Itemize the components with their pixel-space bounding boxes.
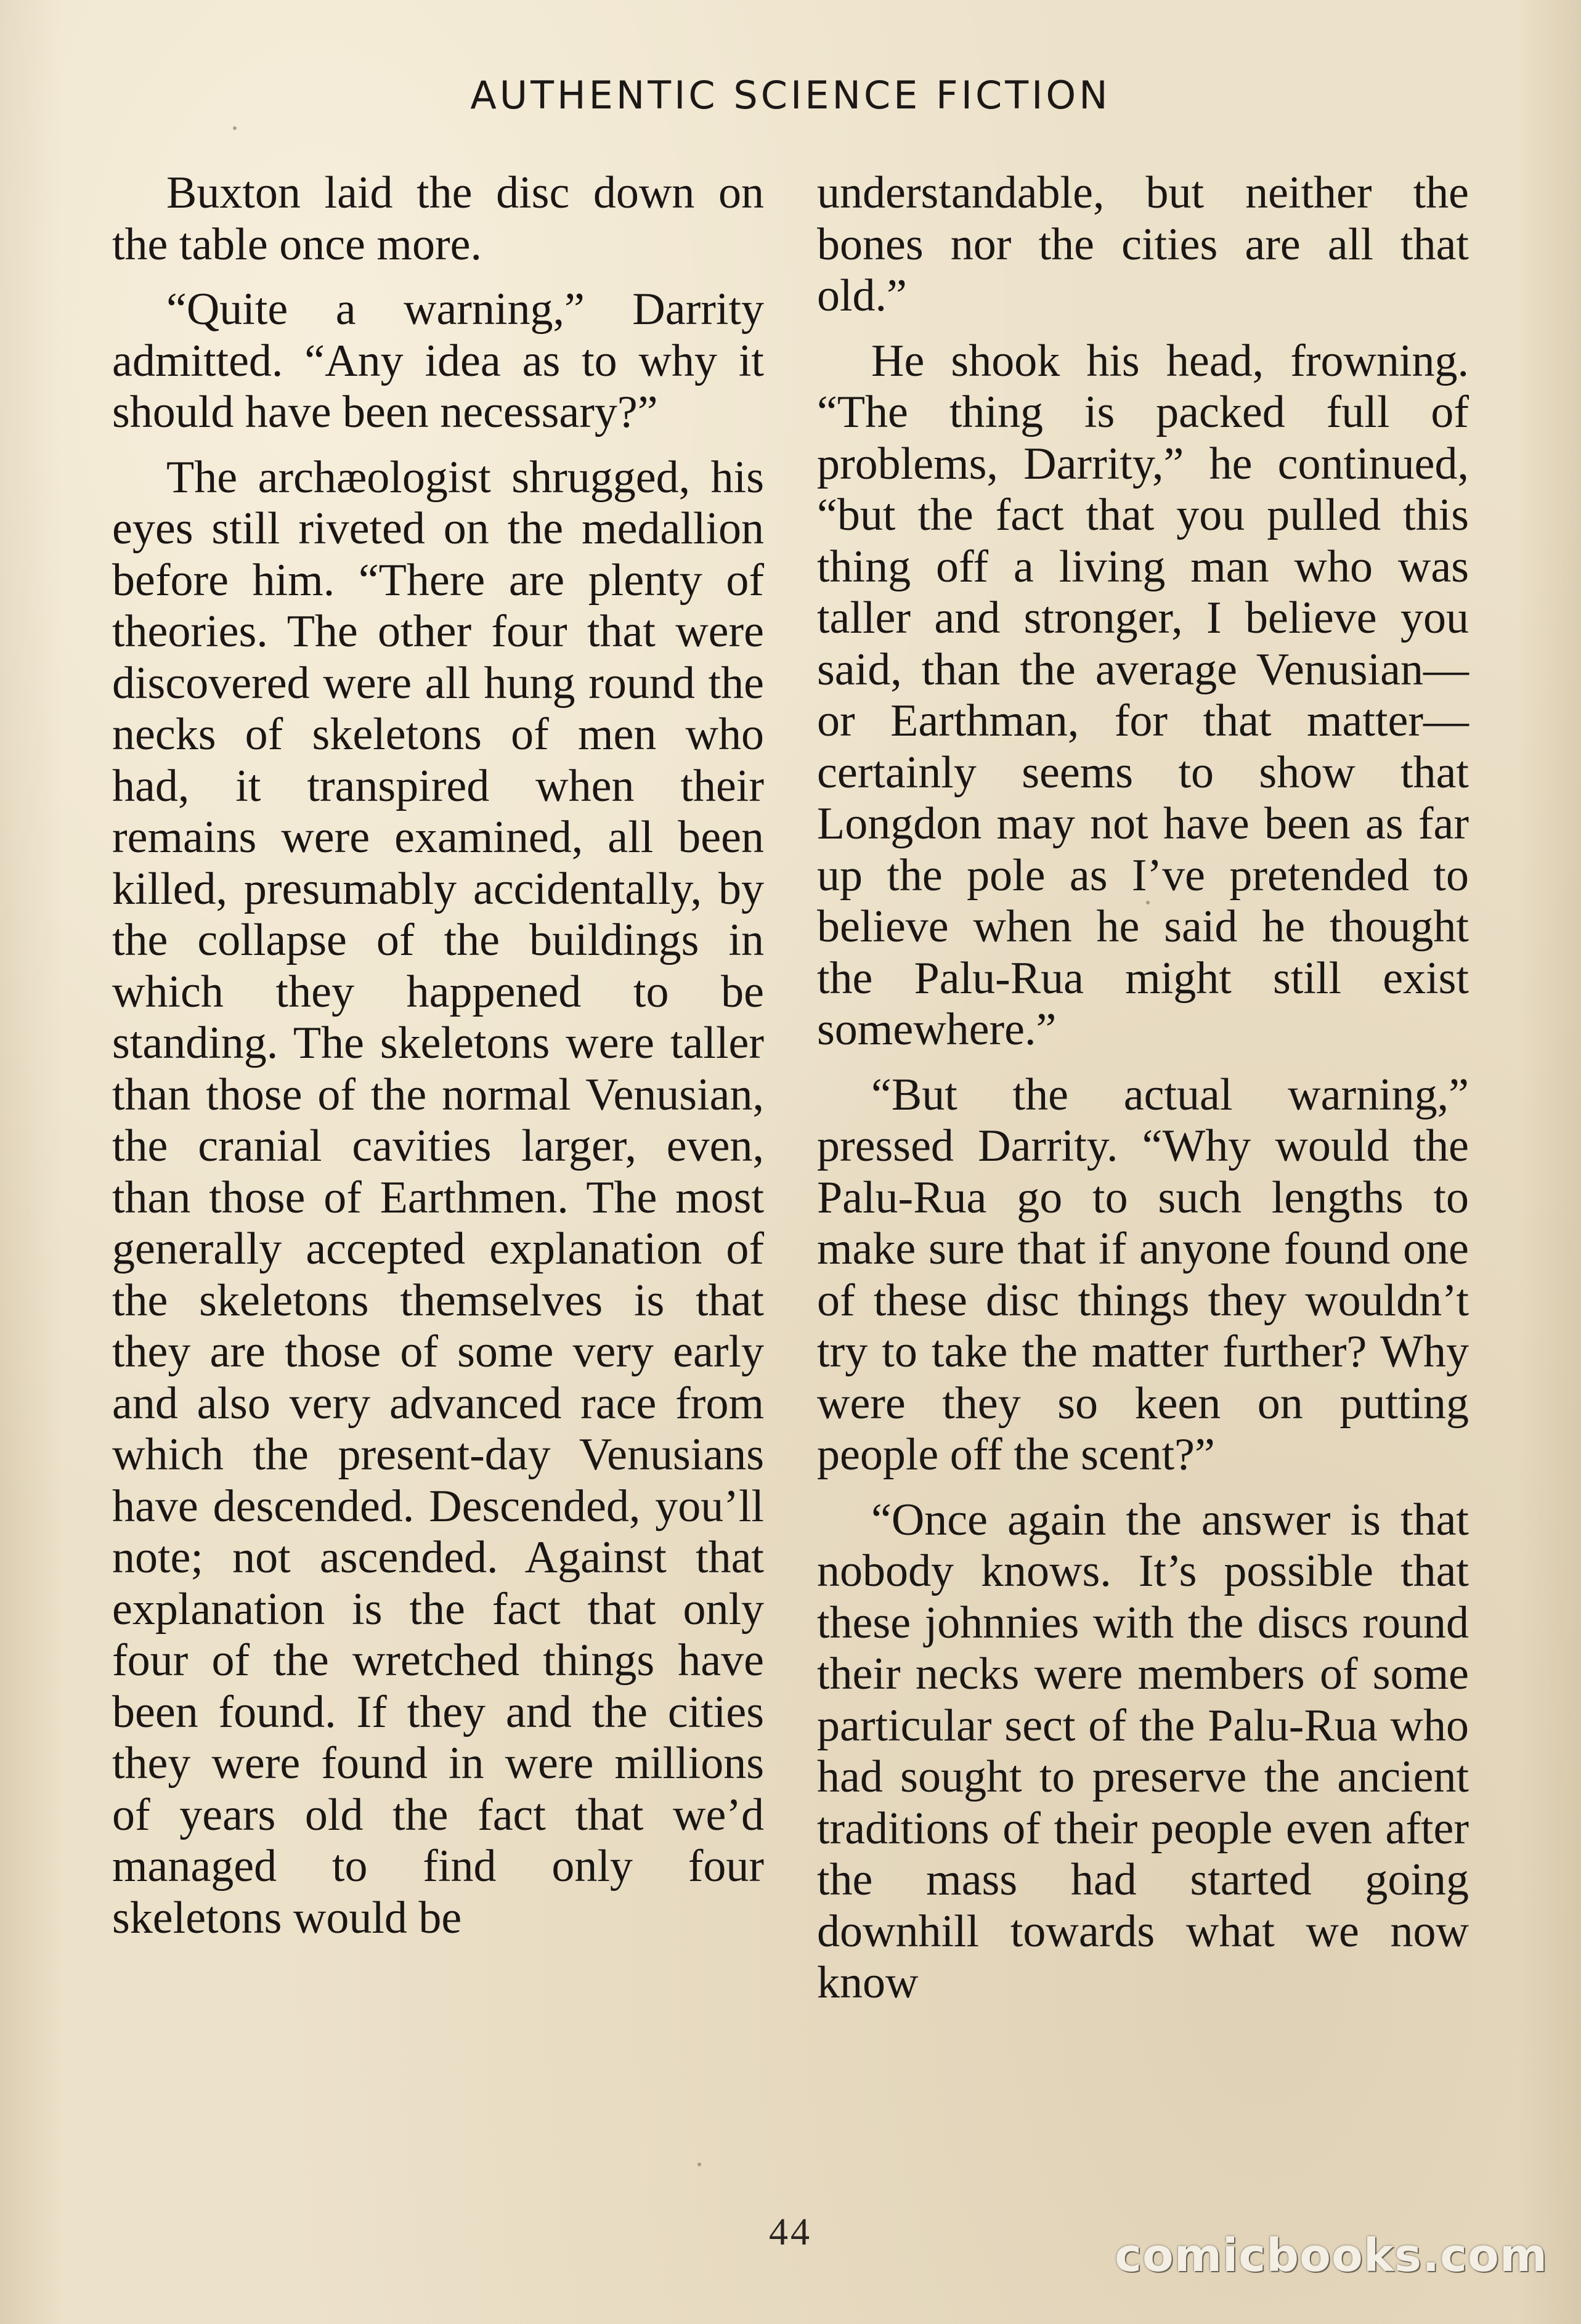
- paragraph: He shook his head, frowning. “The thing is packed full of problems, Darrity,” he continued, “but the fact that you pulled this thing off a living man who was taller and stronger, I believe you said, than the average Venusian—or Earthman, for that matter—certainly seems to show that Longdon may not have been as far up the pole as I’ve pretended to believe when he said he thought the Palu-Rua might still exist somewhere.”: [817, 335, 1469, 1055]
- paragraph: “Quite a warning,” Darrity admitted. “Any idea as to why it should have been necessary?”: [112, 284, 764, 437]
- paper-speck: [1146, 901, 1150, 904]
- paper-speck: [233, 126, 237, 130]
- paragraph: “But the actual warning,” pressed Darrity. “Why would the Palu-Rua go to such lengths to make sure that if anyone found one of these disc things they wouldn’t try to take the matter further? Why were they so keen on putting people off the scent?”: [817, 1069, 1469, 1480]
- paper-speck: [697, 2163, 701, 2166]
- site-watermark: comicbooks.com: [1115, 2229, 1548, 2282]
- paragraph: “Once again the answer is that nobody knows. It’s possible that these johnnies with the discs round their necks were members of some particular sect of the Palu-Rua who had sought to preserve the ancient traditions of their people even after the mass had started going downhill towards what we now know: [817, 1494, 1469, 2008]
- running-header: AUTHENTIC SCIENCE FICTION: [470, 73, 1111, 118]
- paragraph-continuation: understandable, but neither the bones nor the cities are all that old.”: [817, 168, 1469, 321]
- page-number: 44: [769, 2211, 812, 2253]
- left-text-column: [112, 168, 764, 1957]
- paragraph: The archæologist shrugged, his eyes still riveted on the medallion before him. “There are plenty of theories. The other four that were discovered were all hung round the necks of skeletons of men who had, it transpired when their remains were examined, all been killed, presumably accidentally, by the collapse of the buildings in which they happened to be standing. The skeletons were taller than those of the normal Venusian, the cranial cavities larger, even, than those of Earthmen. The most generally accepted explanation of the skeletons themselves is that they are those of some very early and also very advanced race from which the present-day Venusians have descended. Descended, you’ll note; not ascended. Against that explanation is the fact that only four of the wretched things have been found. If they and the cities they were found in were millions of years old the fact that we’d managed to find only four skeletons would be: [112, 452, 764, 1943]
- right-text-column: [817, 168, 1469, 2023]
- paragraph: Buxton laid the disc down on the table once more.: [112, 168, 764, 270]
